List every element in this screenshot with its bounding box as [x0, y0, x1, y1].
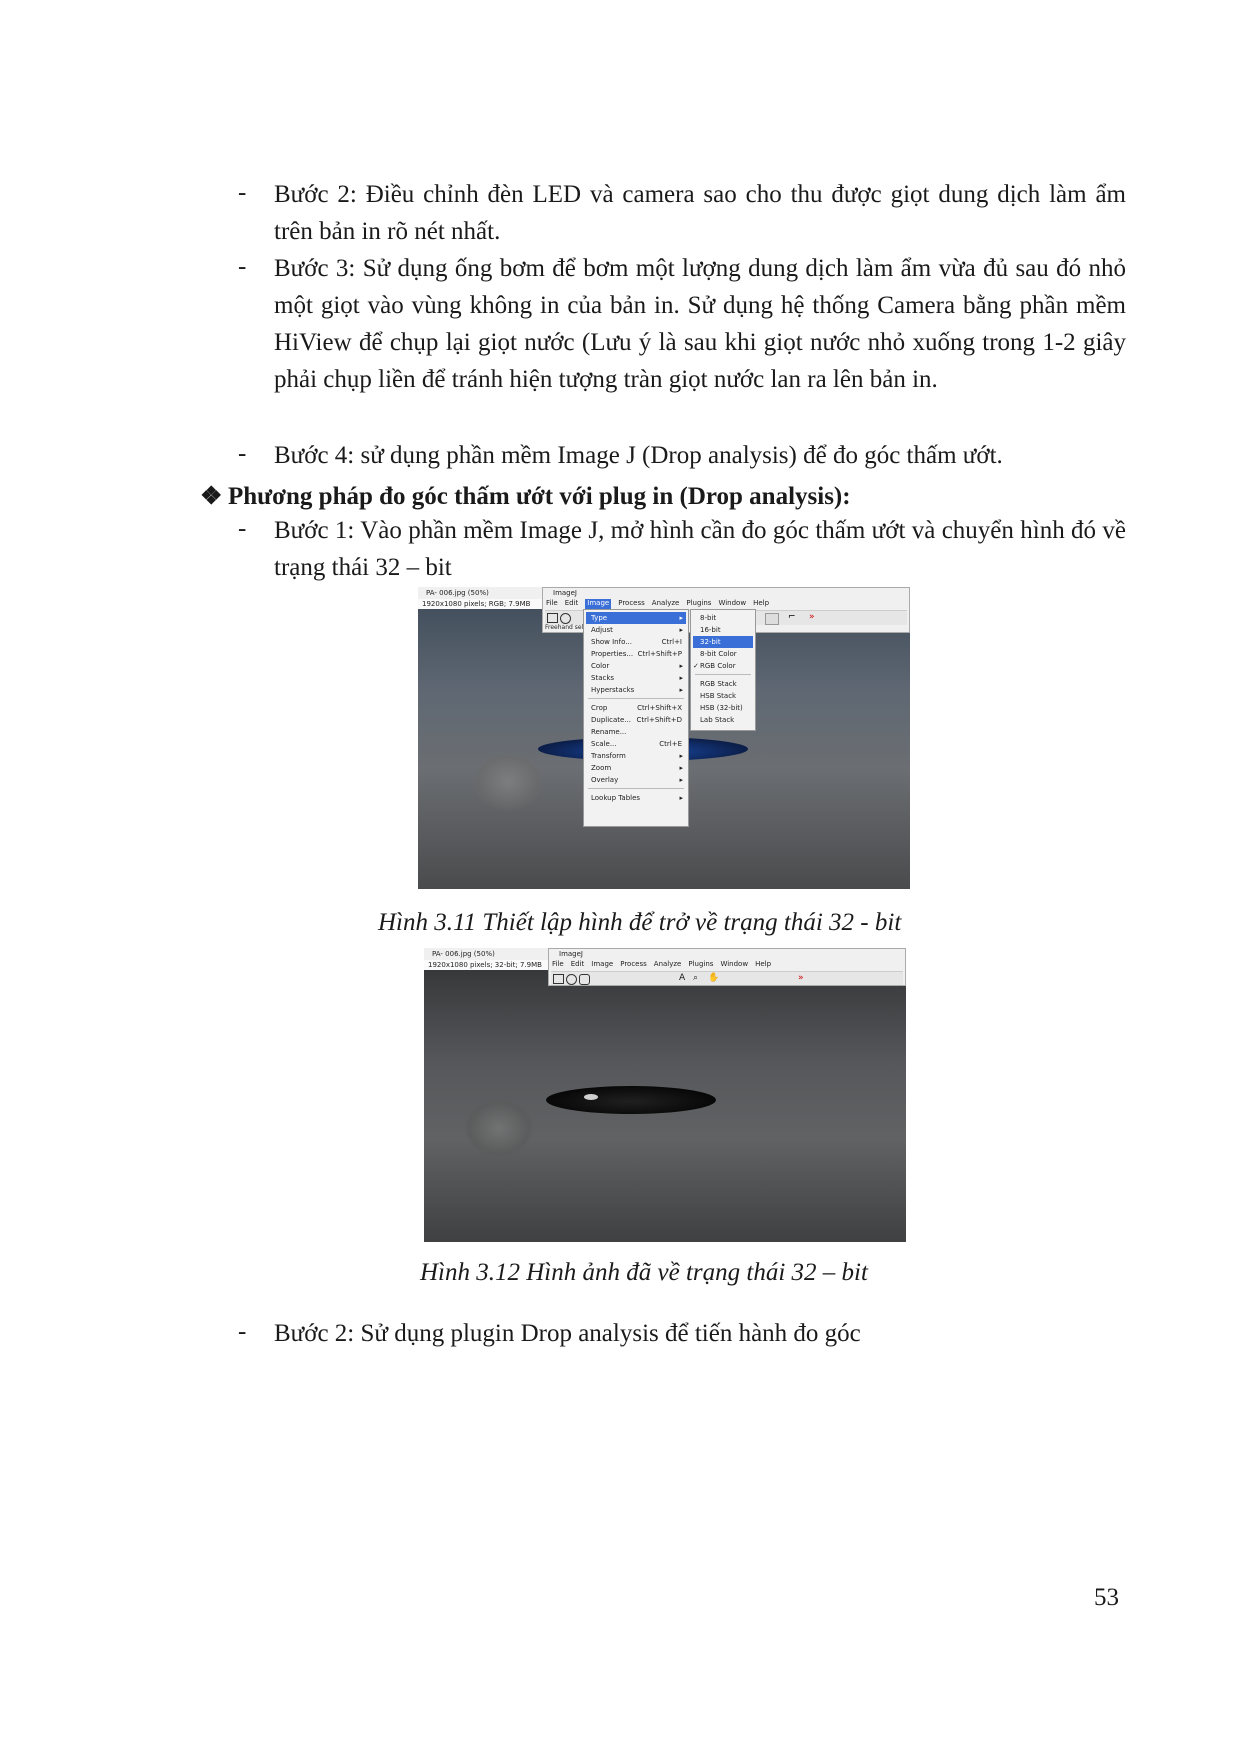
image-menu-item[interactable] [586, 792, 686, 804]
diamond-bullet-icon: ❖ [200, 483, 223, 510]
oval-tool-icon[interactable] [566, 974, 577, 985]
paragraph-step3: Bước 3: Sử dụng ống bơm để bơm một lượng dung dịch làm ẩm vừa đủ sau đó nhỏ một giọt vào vùng không in của bản in. Sử dụng hệ thống Camera bằng phần mềm HiView để chụp lại giọt nước (Lưu ý là sau khi giọt nước nhỏ xuống trong 1-2 giây phải chụp liền để tránh hiện tượng tràn giọt nước lan ra lên bản in. [274, 255, 1126, 393]
submenu-arrow-icon: ▸ [679, 662, 683, 670]
image-menu-item-label: Transform [591, 752, 626, 760]
menu-plugins[interactable]: Plugins [686, 599, 712, 607]
menu-process[interactable]: Process [620, 960, 647, 968]
text-tool-icon[interactable]: A [679, 973, 686, 983]
type-menu-item[interactable] [693, 648, 753, 660]
image-menu-item-label: Adjust [591, 626, 613, 634]
imagej-menubar [543, 599, 910, 609]
image-menu-item[interactable] [586, 672, 686, 684]
type-menu-item-label: RGB Stack [700, 680, 737, 688]
type-menu-item-label: Lab Stack [700, 716, 735, 724]
image-menu-item[interactable] [586, 612, 686, 624]
rectangle-tool-icon[interactable] [547, 613, 558, 623]
droplet-shape [546, 1086, 716, 1114]
type-menu-item-label: RGB Color [700, 662, 736, 670]
menu-analyze[interactable]: Analyze [653, 960, 682, 968]
menu-separator [588, 788, 684, 789]
section-heading-text: Phương pháp đo góc thấm ướt với plug in (Drop analysis): [228, 483, 851, 510]
menu-separator [695, 674, 751, 675]
image-menu-item-label: Properties... [591, 650, 634, 658]
image-menu-item-label: Duplicate... [591, 716, 632, 724]
image-menu-item-label: Type [591, 614, 608, 622]
image-menu-item-shortcut: Ctrl+Shift+X [637, 704, 682, 712]
menu-image[interactable]: Image [587, 599, 610, 607]
submenu-arrow-icon: ▸ [679, 686, 683, 694]
image-menu-item[interactable] [586, 750, 686, 762]
image-window-title: PA- 006.jpg (50%) [426, 589, 489, 597]
menu-help[interactable]: Help [753, 599, 770, 607]
submenu-arrow-icon: ▸ [679, 794, 683, 802]
image-menu-item-label: Stacks [591, 674, 615, 682]
type-menu-item-label: 16-bit [700, 626, 721, 634]
figure-3-11-caption: Hình 3.11 Thiết lập hình để trở về trạng thái 32 - bit [378, 909, 902, 936]
image-menu-item-label: Color [591, 662, 610, 670]
menu-plugins[interactable]: Plugins [688, 960, 714, 968]
polygon-tool-icon[interactable] [579, 974, 590, 985]
submenu-arrow-icon: ▸ [679, 764, 683, 772]
image-menu-item[interactable] [586, 726, 686, 738]
type-menu-item-label: HSB (32-bit) [700, 704, 743, 712]
paragraph-sub-step1: Bước 1: Vào phần mềm Image J, mở hình cần đo góc thấm ướt và chuyển hình đó về trạng thái 32 – bit [274, 517, 1126, 581]
image-menu-item[interactable] [586, 762, 686, 774]
menu-edit[interactable]: Edit [570, 960, 585, 968]
menu-file[interactable]: File [546, 599, 558, 607]
image-menu-item-label: Show Info... [591, 638, 632, 646]
submenu-arrow-icon: ▸ [679, 626, 683, 634]
figure-3-12-caption: Hình 3.12 Hình ảnh đã về trạng thái 32 – bit [420, 1259, 868, 1286]
bullet-dash: - [238, 179, 247, 206]
zoom-tool-icon[interactable]: ⌕ [693, 973, 699, 983]
image-menu-item[interactable] [586, 714, 686, 726]
oval-tool-icon[interactable] [560, 613, 571, 624]
submenu-arrow-icon: ▸ [679, 752, 683, 760]
image-menu-item[interactable] [586, 636, 686, 648]
type-menu-item-label: HSB Stack [700, 692, 737, 700]
hand-tool-icon[interactable]: ✋ [708, 973, 720, 983]
submenu-arrow-icon: ▸ [679, 614, 683, 622]
paragraph-step4: Bước 4: sử dụng phần mềm Image J (Drop analysis) để đo góc thấm ướt. [274, 442, 1003, 469]
image-menu-item[interactable] [586, 738, 686, 750]
paragraph-step2: Bước 2: Điều chỉnh đèn LED và camera sao cho thu được giọt dung dịch làm ẩm trên bản in rõ nét nhất. [274, 181, 1126, 245]
image-menu-item-shortcut: Ctrl+I [661, 638, 682, 646]
menu-file[interactable]: File [552, 960, 564, 968]
menu-image[interactable]: Image [591, 960, 614, 968]
menu-process[interactable]: Process [618, 599, 645, 607]
image-menu-item[interactable] [586, 774, 686, 786]
type-menu-item[interactable] [693, 636, 753, 648]
imagej-main-window [548, 948, 906, 986]
submenu-arrow-icon: ▸ [679, 776, 683, 784]
type-menu-item[interactable] [693, 714, 753, 726]
paragraph-sub-step2: Bước 2: Sử dụng plugin Drop analysis để tiến hành đo góc [274, 1320, 861, 1347]
imagej-menubar [549, 960, 906, 970]
imagej-window-title: ImageJ [559, 950, 583, 958]
rectangle-tool-icon[interactable] [553, 974, 564, 984]
more-tools-icon[interactable]: » [798, 973, 804, 983]
menu-help[interactable]: Help [755, 960, 772, 968]
menu-window[interactable]: Window [720, 960, 749, 968]
image-menu-item[interactable] [586, 660, 686, 672]
menu-analyze[interactable]: Analyze [651, 599, 680, 607]
color-tool-icon[interactable] [765, 613, 779, 625]
blur-spot [473, 752, 543, 812]
image-menu-dropdown [583, 609, 689, 827]
type-menu-item[interactable] [693, 702, 753, 714]
image-menu-item-label: Overlay [591, 776, 619, 784]
image-menu-item-label: Hyperstacks [591, 686, 635, 694]
image-menu-item-label: Lookup Tables [591, 794, 641, 802]
menu-edit[interactable]: Edit [564, 599, 579, 607]
menu-separator [588, 698, 684, 699]
figure-3-12-image [424, 948, 906, 1242]
menu-window[interactable]: Window [718, 599, 747, 607]
image-menu-item-label: Zoom [591, 764, 612, 772]
image-info-text: 1920x1080 pixels; RGB; 7.9MB [422, 600, 531, 608]
type-menu-item[interactable] [693, 660, 753, 672]
imagej-window-title: ImageJ [553, 589, 577, 597]
type-menu-item-label: 8-bit [700, 614, 717, 622]
imagej-status-text: Freehand sel [545, 624, 584, 631]
image-menu-item-shortcut: Ctrl+Shift+P [637, 650, 682, 658]
bullet-dash: - [238, 253, 247, 280]
blur-spot [464, 1098, 534, 1158]
dropper-tool-icon[interactable]: ⌐ [788, 612, 796, 622]
figure-3-11-image [418, 587, 910, 889]
image-menu-item-shortcut: Ctrl+E [659, 740, 682, 748]
imagej-toolbar [551, 971, 903, 985]
bullet-dash: - [238, 440, 247, 467]
page-number: 53 [1094, 1584, 1119, 1611]
type-menu-item-label: 32-bit [700, 638, 721, 646]
bullet-dash: - [238, 1318, 247, 1345]
type-menu-item[interactable] [693, 612, 753, 624]
type-submenu [690, 609, 756, 731]
image-menu-item-label: Crop [591, 704, 608, 712]
bullet-dash: - [238, 515, 247, 542]
type-menu-item[interactable] [693, 624, 753, 636]
type-menu-item[interactable] [693, 678, 753, 690]
image-menu-item-label: Scale... [591, 740, 617, 748]
image-menu-item[interactable] [586, 624, 686, 636]
image-menu-item-shortcut: Ctrl+Shift+D [636, 716, 682, 724]
section-heading [200, 478, 851, 515]
submenu-arrow-icon: ▸ [679, 674, 683, 682]
droplet-highlight [584, 1094, 598, 1100]
image-menu-item-label: Rename... [591, 728, 627, 736]
image-menu-item[interactable] [586, 648, 686, 660]
image-window-title: PA- 006.jpg (50%) [432, 950, 495, 958]
type-menu-item[interactable] [693, 690, 753, 702]
image-info-text: 1920x1080 pixels; 32-bit; 7.9MB [428, 961, 542, 969]
more-tools-icon[interactable]: » [809, 612, 815, 622]
type-menu-item-label: 8-bit Color [700, 650, 737, 658]
image-menu-item[interactable] [586, 702, 686, 714]
image-menu-item[interactable] [586, 684, 686, 696]
checkmark-icon: ✓ [693, 662, 699, 670]
